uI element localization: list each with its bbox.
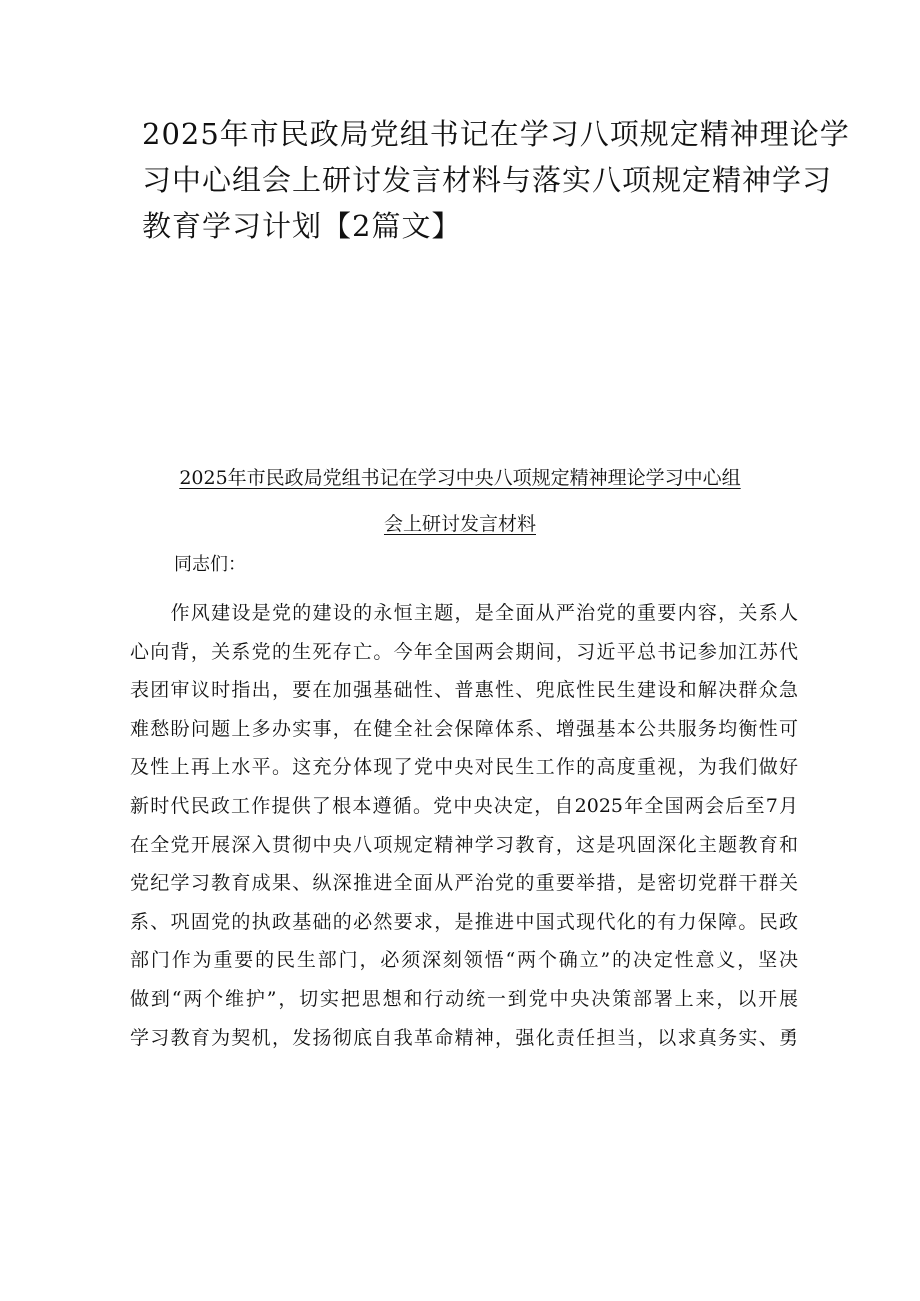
body-line: 做到“两个维护”，切实把思想和行动统一到党中央决策部署上来，以开展: [130, 987, 798, 1010]
section-title-text: 会上研讨发言材料: [383, 513, 536, 535]
body-line: 心向背，关系党的生死存亡。今年全国两会期间，习近平总书记参加江苏代: [130, 640, 798, 663]
body-line: 及性上再上水平。这充分体现了党中央对民生工作的高度重视，为我们做好: [130, 756, 798, 779]
section-title: [110, 455, 810, 547]
section-title-text: 2025年市民政局党组书记在学习中央八项规定精神理论学习中心组: [179, 467, 741, 489]
body-paragraph: [130, 594, 798, 1057]
body-line: 新时代民政工作提供了根本遵循。党中央决定，自2025年全国两会后至7月: [130, 794, 798, 817]
body-line: 在全党开展深入贯彻中央八项规定精神学习教育，这是巩固深化主题教育和: [130, 833, 798, 856]
document-title: [142, 111, 850, 249]
section-title-line: [110, 501, 810, 547]
body-line: 党纪学习教育成果、纵深推进全面从严治党的重要举措，是密切党群干群关: [130, 872, 798, 895]
body-line: 系、巩固党的执政基础的必然要求，是推进中国式现代化的有力保障。民政: [130, 910, 798, 933]
body-line: 学习教育为契机，发扬彻底自我革命精神，强化责任担当，以求真务实、勇: [130, 1026, 798, 1049]
body-line: 作风建设是党的建设的永恒主题，是全面从严治党的重要内容，关系人: [130, 602, 798, 624]
body-line: 表团审议时指出，要在加强基础性、普惠性、兜底性民生建设和解决群众急: [130, 679, 798, 702]
document-title-line: 教育学习计划【2篇文】: [142, 209, 462, 243]
section-title-line: [110, 455, 810, 501]
greeting: 同志们：: [174, 554, 246, 575]
body-line: 部门作为重要的民生部门，必须深刻领悟“两个确立”的决定性意义，坚决: [130, 949, 798, 972]
document-title-line: 习中心组会上研讨发言材料与落实八项规定精神学习: [142, 163, 833, 197]
document-title-line: 2025年市民政局党组书记在学习八项规定精神理论学: [142, 117, 850, 151]
body-line: 难愁盼问题上多办实事，在健全社会保障体系、增强基本公共服务均衡性可: [130, 717, 798, 740]
